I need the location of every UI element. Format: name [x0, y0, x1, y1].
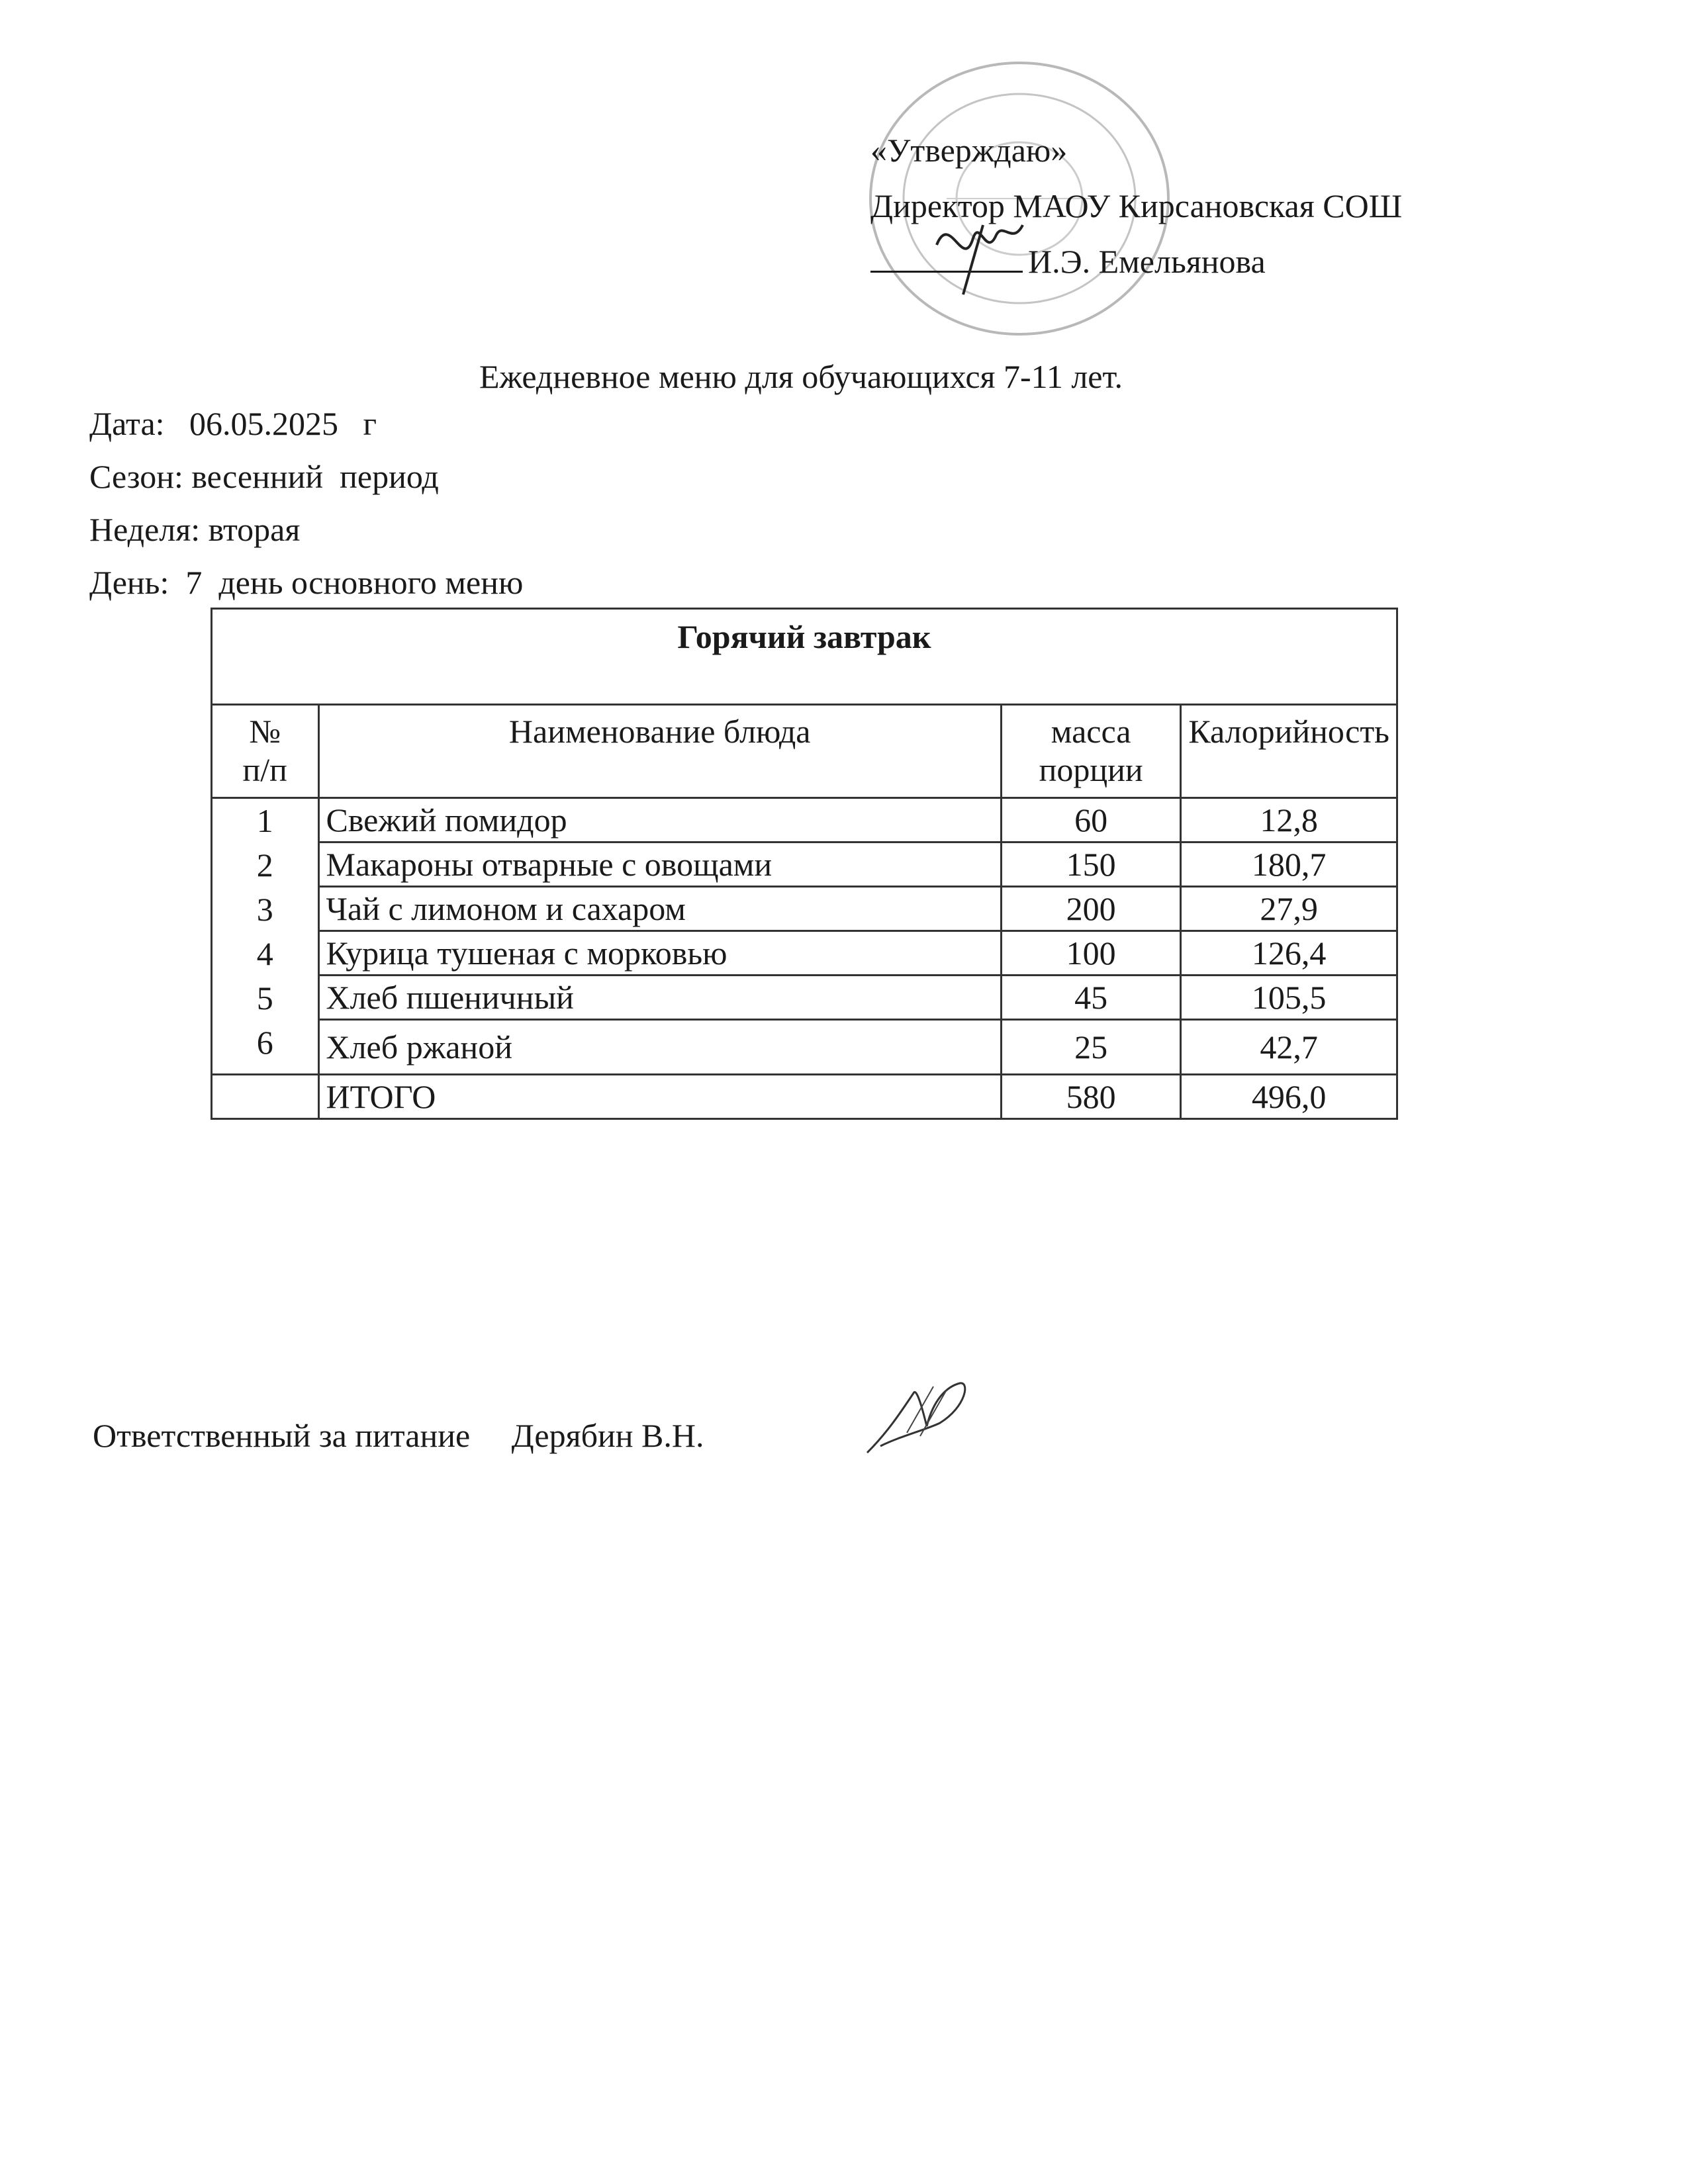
dish-calories: 27,9 — [1181, 887, 1397, 931]
dish-mass: 150 — [1001, 842, 1180, 887]
meta-season: Сезон: весенний период — [89, 458, 439, 495]
responsible-line — [93, 1416, 704, 1455]
dish-name: Хлеб ржаной — [318, 1020, 1001, 1075]
signature-underline — [870, 242, 1023, 273]
total-label: ИТОГО — [318, 1075, 1001, 1119]
header-calories: Калорийность — [1181, 705, 1397, 798]
director-title: Директор МАОУ Кирсановская СОШ — [870, 187, 1403, 224]
header-row — [212, 705, 1397, 798]
approval-block — [870, 122, 1402, 289]
dish-calories: 12,8 — [1181, 798, 1397, 842]
table-row — [212, 887, 1397, 931]
header-num: № п/п — [212, 705, 319, 798]
header-mass: масса порции — [1001, 705, 1180, 798]
total-mass: 580 — [1001, 1075, 1180, 1119]
director-name: И.Э. Емельянова — [1028, 243, 1266, 280]
responsible-name: Дерябин В.Н. — [511, 1417, 704, 1454]
responsible-label: Ответственный за питание — [93, 1417, 471, 1454]
row-numbers: 1 2 3 4 5 6 — [212, 798, 319, 1075]
responsible-signature — [861, 1373, 980, 1459]
dish-name: Макароны отварные с овощами — [318, 842, 1001, 887]
section-title: Горячий завтрак — [212, 609, 1397, 705]
total-empty-cell — [212, 1075, 319, 1119]
dish-mass: 100 — [1001, 931, 1180, 976]
table-row — [212, 1020, 1397, 1075]
director-signature-line — [870, 234, 1402, 289]
dish-mass: 60 — [1001, 798, 1180, 842]
meta-date: Дата: 06.05.2025 г — [89, 405, 377, 442]
menu-table — [211, 608, 1398, 1120]
dish-name: Хлеб пшеничный — [318, 976, 1001, 1020]
table-row — [212, 931, 1397, 976]
approval-heading: «Утверждаю» — [870, 132, 1068, 169]
meta-week: Неделя: вторая — [89, 511, 301, 548]
header-name: Наименование блюда — [318, 705, 1001, 798]
section-row — [212, 609, 1397, 705]
table-row — [212, 976, 1397, 1020]
dish-name: Чай с лимоном и сахаром — [318, 887, 1001, 931]
page-title: Ежедневное меню для обучающихся 7-11 лет. — [479, 358, 1123, 395]
dish-mass: 45 — [1001, 976, 1180, 1020]
dish-mass: 25 — [1001, 1020, 1180, 1075]
total-calories: 496,0 — [1181, 1075, 1397, 1119]
dish-name: Курица тушеная с морковью — [318, 931, 1001, 976]
total-row — [212, 1075, 1397, 1119]
table-row — [212, 842, 1397, 887]
dish-mass: 200 — [1001, 887, 1180, 931]
dish-calories: 105,5 — [1181, 976, 1397, 1020]
dish-name: Свежий помидор — [318, 798, 1001, 842]
meta-day: День: 7 день основного меню — [89, 564, 524, 601]
dish-calories: 126,4 — [1181, 931, 1397, 976]
table-row — [212, 798, 1397, 842]
dish-calories: 42,7 — [1181, 1020, 1397, 1075]
dish-calories: 180,7 — [1181, 842, 1397, 887]
